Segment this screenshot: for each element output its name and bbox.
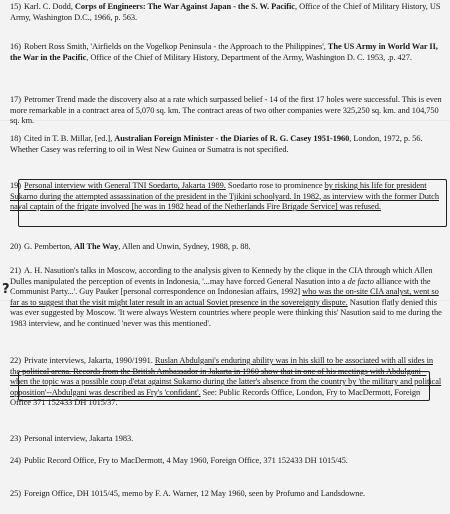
footnote-text: Soedarto rose to prominence [225, 181, 325, 190]
footnote-16 [10, 42, 442, 63]
footnote-text: Corps of Engineers: The War Against Japan - the S. W. Pacific [74, 2, 295, 11]
footnote-text: Australian Foreign Minister - the Diaries of R. G. Casey 1951-1960 [114, 134, 350, 143]
footnote-number: 21) [10, 266, 22, 275]
footnote-text: G. Pemberton, [24, 242, 75, 251]
footnote-number: 17) [10, 95, 22, 104]
footnote-number: 16) [10, 42, 22, 51]
footnote-text: Cited in T. B. Millar, [ed.], [24, 134, 115, 143]
footnote-23 [10, 434, 442, 445]
footnote-text: Ruslan Abdulgani's enduring ability was in his skill to be associated with all sides in the political arena. Records from the British Ambassador in Jakarta in 1960 show that in one of his meetings with Abdulgani--when the topic was a possible coup d'etat against Sukarno during the latter's absence from the country by 'the military and political opposition'--Abdulgani was described as Fry's 'confidant'. [10, 356, 442, 397]
footnote-number: 23) [10, 434, 22, 443]
footnote-text: Personal interview, Jakarta 1983. [24, 434, 134, 443]
footnote-text: Robert Ross Smith, 'Airfields on the Vogelkop Peninsula - the Approach to the Philippines', [24, 42, 328, 51]
footnote-text: Personal interview with General TNI Soedarto, Jakarta 1989. [24, 181, 226, 190]
footnote-text: Private interviews, Jakarta, 1990/1991. [24, 356, 155, 365]
footnote-text: who was the on-site CIA analyst, went so far as to suggest that the visit might later result in an actual Soviet presence in the sovereignty dispute. [10, 287, 439, 307]
footnote-text: , Office of the Chief of Military History, Department of the Army, Washington D. C. 1953, .p. 427. [86, 52, 412, 62]
footnote-number: 20) [10, 242, 22, 251]
footnote-text: , London, 1972, p. 56. Whether Casey was referring to oil in West New Guinea or Sumatra is not specified. [10, 134, 423, 154]
margin-question-mark: ? [2, 282, 10, 297]
footnote-15 [10, 2, 442, 23]
footnote-text: de facto [347, 276, 374, 286]
footnote-text: , Allen and Unwin, Sydney, 1988, p. 88. [118, 242, 251, 251]
footnote-number: 24) [10, 456, 22, 465]
footnote-text: Petromer Trend made the discovery also at a rate which surpassed belief - 14 of the first 17 holes were successful. This is even more remarkable in a contract area of 5,070 sq. km. The contract areas of two other companies were 325,250 sq. km. and 104,750 sq. km. [10, 95, 442, 126]
footnote-number: 25) [10, 489, 22, 498]
footnote-18 [10, 134, 442, 155]
footnote-number: 15) [10, 2, 22, 11]
footnote-text: alliance with the Communist Party...'. Guy Pauker [personal correspondence on Indonesian affairs, 1992] [10, 276, 431, 297]
footnote-text: Karl. C. Dodd, [24, 2, 75, 11]
footnote-number: 19) [10, 181, 22, 190]
footnote-text: Foreign Office, DH 1015/45, memo by F. A. Warner, 12 May 1960, seen by Profumo and Landsdowne. [24, 489, 366, 498]
footnote-text: The US Army in World War II, the War in the Pacific [10, 42, 438, 62]
footnote-text: , Office of the Chief of Military History, US Army, Washington D.C., 1966, p. 563. [10, 2, 441, 22]
footnote-text: See: Public Records Office, London, Fry to MacDermott, Foreign Office 371 152433 DH 1015/37. [10, 387, 421, 408]
footnote-25 [10, 489, 442, 500]
footnote-text: A. H. Nasution's talks in Moscow, according to the analysis given to Kennedy by the clique in the CIA through which Allen Dulles manipulated the perception of events in Indonesia, '...may have forced General Nasution into a [10, 266, 433, 286]
footnote-22 [10, 356, 442, 409]
footnote-number: 22) [10, 356, 22, 365]
footnote-number: 18) [10, 134, 22, 143]
footnote-text: Nasution flatly denied this was ever suggested by Moscow. 'It were always Western countries where people were thinking this' Nasution said to me during the 1983 interview, and he continued 'never was this mentioned'. [10, 297, 442, 328]
footnote-19 [10, 181, 442, 213]
footnote-text: Public Record Office, Fry to MacDermott, 4 May 1960, Foreign Office, 371 152433 DH 1015/45. [24, 456, 348, 465]
footnote-21 [10, 266, 442, 330]
footnote-text: All The Way [74, 242, 119, 251]
footnote-17 [10, 95, 442, 127]
footnote-text: by risking his life for president Sukarno during the attempted assassination of the president in the Tjikini schoolyard. In 1982, as interview with the former Dutch naval captain of the frigate involved [he was in 1982 head of the Netherlands Fire Brigade Service] was refused. [10, 181, 439, 212]
footnote-24 [10, 456, 442, 467]
footnote-20 [10, 242, 442, 253]
